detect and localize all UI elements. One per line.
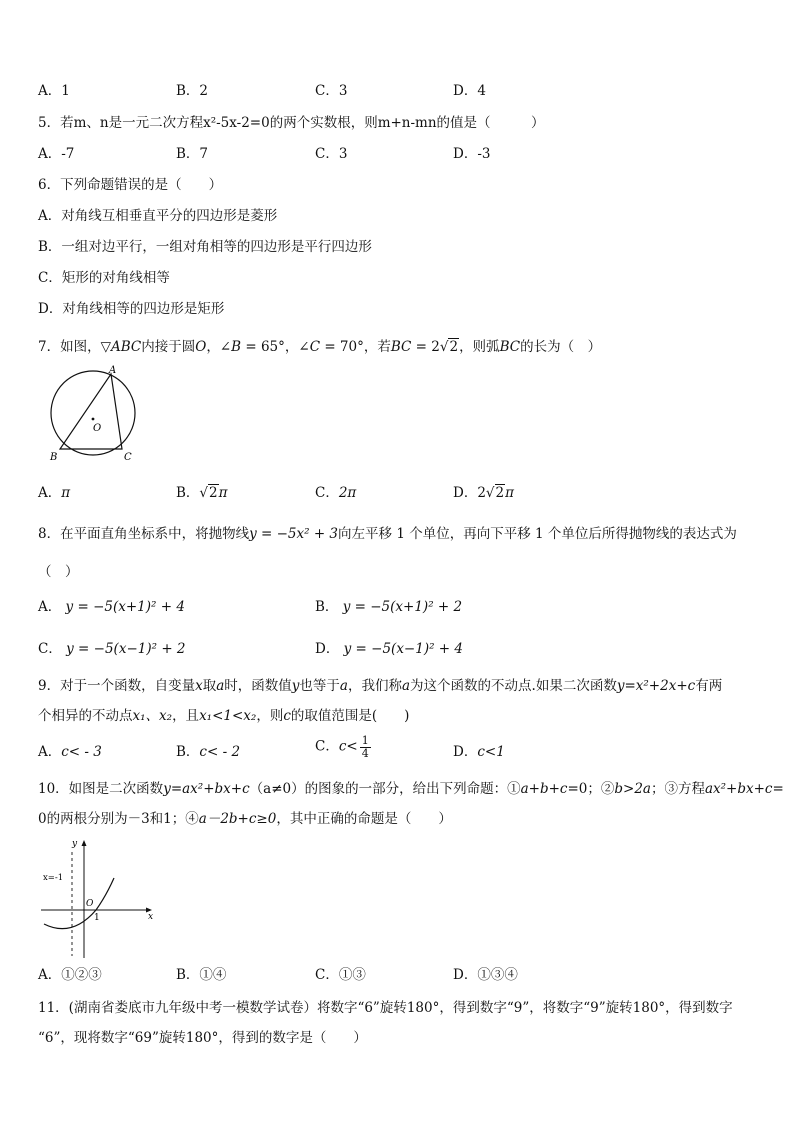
q4-option-d: D．4 [453,83,486,99]
q9-option-b: B．c< - 2 [176,744,241,760]
q8-paren: （ ） [38,564,79,580]
q7-fig-label-a: A [109,365,117,376]
q6-option-d: D．对角线相等的四边形是矩形 [38,301,225,317]
q5-option-c: C．3 [315,146,348,162]
q7-option-c: C．2π [315,485,357,501]
q10-fig-label-o: O [86,899,94,909]
q7-fig-label-c: C [124,452,132,463]
q6-stem: 6．下列命题错误的是（ ） [38,177,223,193]
q7-option-d: D．2√2π [453,485,514,501]
q10-fig-label-one: 1 [94,913,100,923]
q10-option-b: B．①④ [176,967,227,983]
q8-option-a: A． y = −5(x+1)² + 4 [38,599,185,615]
q11-stem-line2: “6”，现将数字“69”旋转180°，得到的数字是（ ） [38,1030,367,1046]
q4-option-a: A．1 [38,83,70,99]
q6-option-a: A．对角线互相垂直平分的四边形是菱形 [38,208,278,224]
q9-stem-line1: 9．对于一个函数，自变量x取a时，函数值y也等于a，我们称a为这个函数的不动点.如果二次函数y=x²+2x+c有两 [38,678,723,694]
q10-option-c: C．①③ [315,967,366,983]
q9-option-a: A．c< - 3 [38,744,102,760]
q5-option-a: A．-7 [38,146,75,162]
q4-option-b: B．2 [176,83,209,99]
q8-option-c: C． y = −5(x−1)² + 2 [38,641,186,657]
q6-option-c: C．矩形的对角线相等 [38,270,170,286]
q6-option-b: B．一组对边平行，一组对角相等的四边形是平行四边形 [38,239,372,255]
q9-option-d: D．c<1 [453,744,505,760]
q4-option-c: C．3 [315,83,348,99]
q7-circle-figure [38,365,148,465]
q7-stem: 7．如图，▽ABC内接于圆O，∠B = 65°，∠C = 70°，若BC = 2√2，则弧BC的长为（ ） [38,339,602,355]
q9-stem-line2: 个相异的不动点x₁、x₂，且x₁<1<x₂，则c的取值范围是( ) [38,708,410,724]
q7-option-a: A．π [38,485,71,501]
q9-option-c: C．c< $\frac{1}{4}$ [315,734,369,760]
q10-fig-label-axis: x=-1 [43,873,64,883]
q8-option-b: B． y = −5(x+1)² + 2 [315,599,463,615]
q11-stem-line1: 11．(湖南省娄底市九年级中考一模数学试卷）将数字“6”旋转180°，得到数字“9”，将数字“9”旋转180°，得到数字 [38,1000,733,1016]
q10-parabola-figure [36,838,161,960]
q5-option-b: B．7 [176,146,209,162]
q10-stem-line1: 10．如图是二次函数y=ax²+bx+c（a≠0）的图象的一部分，给出下列命题：①a+b+c=0；②b>2a；③方程ax²+bx+c= [38,781,784,797]
q5-stem: 5．若m、n是一元二次方程x²-5x-2=0的两个实数根，则m+n-mn的值是（ ） [38,115,545,131]
q10-stem-line2: 0的两根分别为－3和1；④a－2b+c≥0，其中正确的命题是（ ） [38,811,452,827]
q7-fig-label-o: O [93,423,102,434]
q10-fig-label-x: x [148,912,154,922]
q7-option-b: B．√2π [176,485,228,501]
q8-option-d: D． y = −5(x−1)² + 4 [315,641,463,657]
q10-option-a: A．①②③ [38,967,102,983]
q5-option-d: D．-3 [453,146,491,162]
q10-fig-label-y: y [72,839,78,849]
q7-fig-label-b: B [50,452,58,463]
q10-option-d: D．①③④ [453,967,518,983]
q8-stem: 8．在平面直角坐标系中，将抛物线y = −5x² + 3向左平移 1 个单位，再向下平移 1 个单位后所得抛物线的表达式为 [38,526,737,542]
